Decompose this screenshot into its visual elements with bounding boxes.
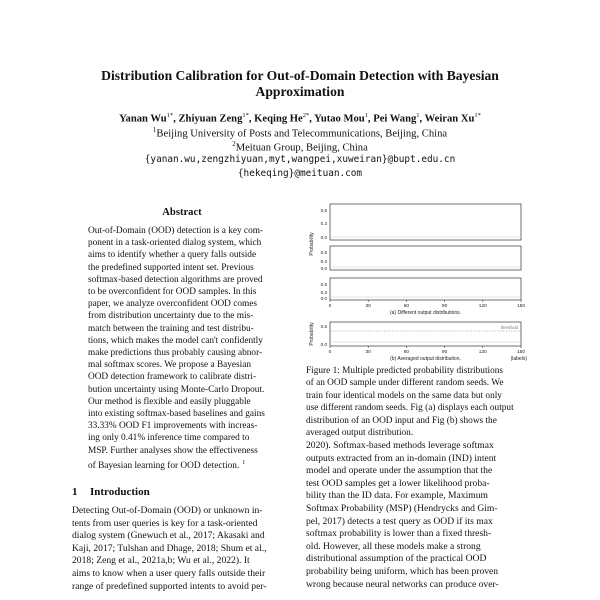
body-line: 2020). Softmax-based methods leverage softmax	[306, 440, 494, 451]
figure-1	[306, 196, 534, 367]
x-tick-label: 120	[478, 350, 487, 355]
intro-line: range of predefined supported intents to avoid per-	[72, 580, 267, 592]
abstract-line: bution uncertainty using Monte-Carlo Dropout.	[88, 384, 265, 395]
abstract-line: softmax-based detection algorithms are proved	[88, 274, 263, 285]
author-name: Pei Wang	[373, 113, 417, 125]
y-tick-label: 0.3	[320, 221, 327, 226]
abstract-line: paper, we analyze overconfident OOD comes	[88, 299, 257, 310]
y-tick-label: 0.5	[320, 250, 327, 255]
abstract-line: to be overconfident for OOD samples. In this	[88, 287, 257, 298]
intro-line: tents from user queries is key for a task-oriented	[72, 517, 258, 529]
author-list: Yanan $Wu^{1*}$, Zhiyuan Zeng$^{1*}$, Keqing $He^{2*}$, Yutao Mou$^1$, Pei Wang$^1$, Weiran $Xu^{1*}$	[119, 112, 481, 125]
caption-line: Figure 1: Multiple predicted probability distributions	[306, 366, 504, 376]
abstract-line: mal softmax scores. We propose a Bayesian	[88, 360, 252, 371]
author-name: Keqing He	[254, 113, 303, 125]
x-tick-label: 60	[403, 350, 410, 355]
caption-line: of an OOD sample under different random seeds. We	[306, 378, 504, 389]
title-line-2: Approximation	[255, 84, 345, 99]
affiliation-1-text: Beijing University of Posts and Telecommunications, Beijing, China	[156, 128, 448, 140]
footnote-mark: 1	[242, 459, 246, 466]
x-tick-label: 150	[516, 304, 526, 309]
subplot-frame	[330, 322, 521, 346]
author-mark: 1*	[242, 112, 249, 119]
abstract-line: ing only 0.41% inference time compared to	[88, 433, 250, 444]
section-heading-introduction	[72, 486, 150, 498]
caption-line: use different random seeds. Fig (a) displays each output	[306, 403, 514, 414]
y-axis-label: Probability	[309, 322, 315, 346]
abstract-body	[88, 225, 282, 472]
email-line-1: {yanan.wu,zengzhiyuan,myt,wangpei,xuweiran}@bupt.edu.cn	[144, 154, 456, 165]
x-tick-label: 30	[365, 350, 371, 355]
intro-line: 2018; Zeng et al., 2021a,b; Wu et al., 2022). It	[72, 555, 250, 567]
abstract-line: Our method is flexible and easily pluggable	[88, 396, 251, 407]
author-mark: 1	[416, 112, 420, 119]
introduction-body	[72, 505, 292, 593]
body-line: old. However, all these models make a strong	[306, 540, 481, 552]
abstract-line: from distribution uncertainty due to the mis-	[88, 311, 254, 322]
body-line: test OOD samples get a lower likelihood proba-	[306, 477, 490, 489]
intro-line: Detecting Out-of-Domain (OOD) or unknown in-	[72, 505, 263, 516]
x-tick-label: 0	[328, 304, 332, 309]
abstract-line: the predefined supported intent set. Previous	[88, 262, 254, 273]
affiliation-1-mark: 1	[152, 126, 157, 134]
panel-a	[309, 204, 525, 316]
section-number: 1	[72, 486, 78, 498]
body-line: model and operate under the assumption that the	[306, 465, 493, 477]
abstract-line: tions, which makes the model can't confidently	[88, 335, 263, 346]
author-name: Weiran Xu	[424, 113, 475, 125]
body-line: outputs extracted from an in-domain (IND) intent	[306, 452, 497, 464]
affiliation-2-mark: 2	[232, 140, 236, 148]
y-tick-label: 0.0	[320, 296, 327, 301]
abstract-line: aims to identify whether a query falls outside	[88, 250, 257, 261]
caption-line: distribution of an OOD input and Fig (b) shows the	[306, 415, 497, 426]
x-tick-label: 90	[441, 304, 448, 309]
subplot-frame	[330, 204, 521, 240]
section-title: Introduction	[90, 486, 150, 498]
x-tick-label: 0	[328, 350, 332, 355]
affiliation-2-text: Meituan Group, Beijing, China	[235, 142, 368, 154]
right-column-body	[306, 440, 534, 591]
intro-line: dialog system (Gnewuch et al., 2017; Akasaki and	[72, 530, 265, 542]
author-name: Zhiyuan Zeng	[178, 113, 243, 125]
y-tick-label: 0.5	[320, 282, 327, 287]
abstract-line: 33.33% OOD F1 improvements with increas-	[88, 421, 258, 432]
author-name: Yanan Wu	[119, 113, 167, 125]
caption-line: train four identical models on the same data but only	[306, 390, 502, 401]
author-mark: 1*	[474, 112, 481, 119]
y-axis-label: Probability	[309, 232, 315, 256]
y-tick-label: 0.5	[320, 324, 327, 329]
author-mark: 1*	[166, 112, 174, 119]
y-tick-label: 0.5	[320, 208, 327, 213]
abstract-line: match between the training and test distribu-	[88, 323, 254, 334]
subplot-frame	[330, 246, 521, 270]
x-tick-label: 150	[516, 350, 526, 355]
abstract-line: of Bayesian learning for OOD detection.	[88, 460, 240, 471]
abstract-heading: Abstract	[162, 207, 202, 218]
body-line: wrong because neural networks can produce over-	[306, 578, 499, 590]
author-mark: 2*	[302, 112, 310, 119]
body-line: pel, 2017) detects a test query as OOD if its max	[306, 515, 493, 527]
abstract-last-line-wrap	[88, 457, 282, 472]
x-tick-label: 120	[478, 304, 487, 309]
intro-line: Kaji, 2017; Tulshan and Dhage, 2018; Shum et al.,	[72, 542, 267, 554]
panel-b	[309, 322, 527, 362]
body-line: Softmax Probability (MSP) (Hendrycks and Gim-	[306, 502, 498, 514]
paper-title	[70, 68, 530, 100]
abstract-line: make predictions thus probably causing abnor-	[88, 348, 263, 359]
panel-b-label: (b) Averaged output distribution.	[390, 356, 461, 362]
email-line-2: {hekeqing}@meituan.com	[237, 168, 363, 179]
figure-1-chart	[306, 196, 534, 362]
caption-line: averaged output distribution.	[306, 428, 414, 439]
abstract-line: MSP. Further analyses show the effectiveness	[88, 445, 258, 456]
x-axis-label: (labels)	[510, 356, 527, 362]
y-tick-label: 0.0	[320, 342, 327, 347]
abstract-line: OOD detection framework to calibrate distri-	[88, 372, 257, 383]
y-tick-label: 0.0	[320, 235, 327, 240]
threshold-label: threshold	[500, 325, 518, 330]
abstract-line: Out-of-Domain (OOD) detection is a key com-	[88, 226, 264, 236]
x-tick-label: 60	[403, 304, 410, 309]
abstract-line: ponent in a task-oriented dialog system, which	[88, 238, 262, 249]
author-name: Yutao Mou	[314, 113, 365, 125]
intro-line: aims to know when a user query falls outside their	[72, 567, 266, 579]
body-line: bility than the ID data. For example, Maximum	[306, 490, 488, 502]
abstract-line: into existing softmax-based baselines and gains	[88, 409, 265, 420]
body-line: distributional assumption of the practical OOD	[306, 553, 487, 565]
x-tick-label: 90	[441, 350, 448, 355]
title-line-1: Distribution Calibration for Out-of-Domain Detection with Bayesian	[101, 68, 499, 83]
y-tick-label: 0.0	[320, 266, 327, 271]
y-tick-label: 0.3	[320, 290, 327, 295]
x-tick-label: 30	[365, 304, 371, 309]
body-line: probability being uniform, which has been proven	[306, 565, 499, 577]
y-tick-label: 0.3	[320, 259, 327, 264]
author-mark: 1	[364, 112, 368, 119]
panel-a-label: (a) Different output distributions.	[389, 310, 462, 316]
figure-caption	[306, 365, 534, 439]
body-line: softmax probability is lower than a fixed thresh-	[306, 528, 492, 540]
